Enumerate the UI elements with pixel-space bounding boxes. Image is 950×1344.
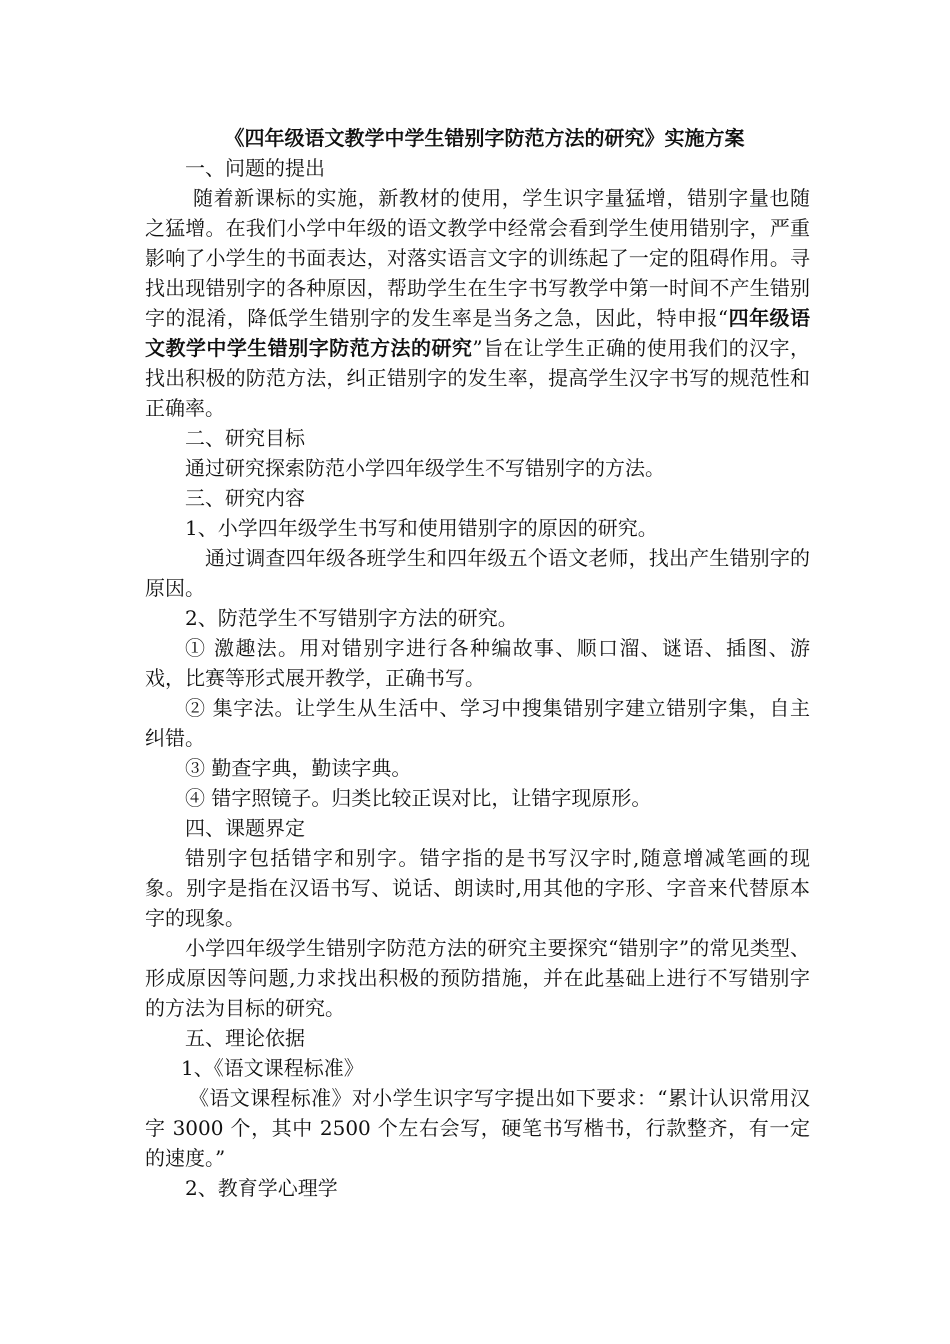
section-3-item-2: 2、防范学生不写错别字方法的研究。 bbox=[185, 606, 518, 630]
section-5-heading: 五、理论依据 bbox=[185, 1026, 305, 1050]
section-5-item-1: 1、《语文课程标准》 bbox=[181, 1056, 364, 1080]
section-4-paragraph-2: 小学四年级学生错别字防范方法的研究主要探究“错别字”的常见类型、形成原因等问题,力求找出积极的预防措施，并在此基础上进行不写错别字的方法为目标的研究。 bbox=[145, 936, 810, 1020]
section-3-item-1: 1、小学四年级学生书写和使用错别字的原因的研究。 bbox=[185, 516, 658, 540]
section-3-method-1: ① 激趣法。用对错别字进行各种编故事、顺口溜、谜语、插图、游戏，比赛等形式展开教学，正确书写。 bbox=[145, 636, 810, 690]
section-3-method-2: ② 集字法。让学生从生活中、学习中搜集错别字建立错别字集，自主纠错。 bbox=[145, 696, 810, 750]
section-1-paragraph-bold: 四年级语文教学中学生错别字防范方法的研究 bbox=[145, 306, 811, 360]
section-2-paragraph: 通过研究探索防范小学四年级学生不写错别字的方法。 bbox=[185, 456, 665, 480]
section-1-paragraph-text-a: 随着新课标的实施，新教材的使用，学生识字量猛增，错别字量也随之猛增。在我们小学中年级的语文教学中经常会看到学生使用错别字，严重影响了小学生的书面表达，对落实语言文字的训练起了一定的阻碍作用。寻找出现错别字的各种原因，帮助学生在生字书写教学中第一时间不产生错别字的混淆，降低学生错别字的发生率是当务之急，因此，特申报“ bbox=[145, 186, 810, 330]
document-body bbox=[145, 123, 810, 1203]
section-1-paragraph-text-b: ”旨在让学生正确的使用我们的汉字，找出积极的防范方法，纠正错别字的发生率，提高学生汉字书写的规范性和正确率。 bbox=[145, 336, 810, 420]
document-title: 《四年级语文教学中学生错别字防范方法的研究》实施方案 bbox=[224, 126, 745, 150]
section-4-paragraph-1: 错别字包括错字和别字。错字指的是书写汉字时,随意增减笔画的现象。别字是指在汉语书写、说话、朗读时,用其他的字形、字音来代替原本字的现象。 bbox=[145, 846, 810, 930]
section-1-paragraph bbox=[145, 183, 810, 423]
section-2-heading: 二、研究目标 bbox=[185, 426, 305, 450]
section-3-heading: 三、研究内容 bbox=[185, 486, 305, 510]
section-1-heading: 一、问题的提出 bbox=[185, 156, 325, 180]
section-5-item-1-paragraph: 《语文课程标准》对小学生识字写字提出如下要求：“累计认识常用汉字 3000 个，其中 2500 个左右会写，硬笔书写楷书，行款整齐，有一定的速度。” bbox=[145, 1086, 810, 1170]
section-4-heading: 四、课题界定 bbox=[185, 816, 305, 840]
section-3-item-1-paragraph: 通过调查四年级各班学生和四年级五个语文老师，找出产生错别字的原因。 bbox=[145, 546, 810, 600]
section-5-item-2: 2、教育学心理学 bbox=[185, 1176, 338, 1200]
section-3-method-3: ③ 勤查字典，勤读字典。 bbox=[185, 756, 412, 780]
section-3-method-4: ④ 错字照镜子。归类比较正误对比，让错字现原形。 bbox=[185, 786, 652, 810]
